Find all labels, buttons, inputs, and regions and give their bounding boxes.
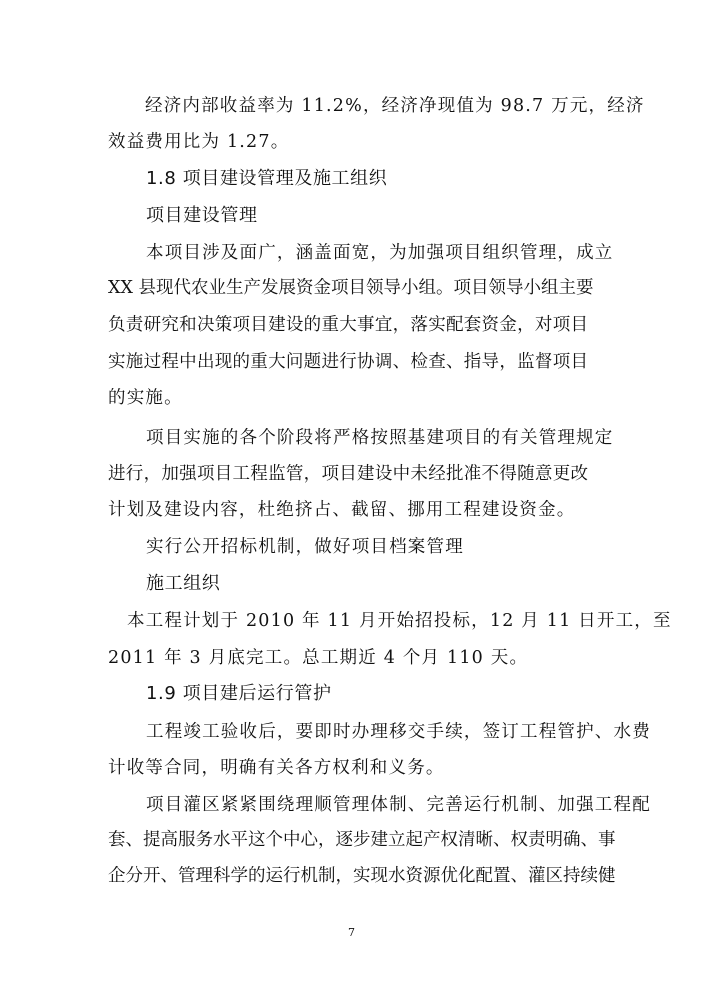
paragraph-line: 负责研究和决策项目建设的重大事宜，落实配套资金，对项目 xyxy=(108,315,588,335)
paragraph-line: XX 县现代农业生产发展资金项目领导小组。项目领导小组主要 xyxy=(108,278,594,298)
section-heading-1-9: 1.9 项目建后运行管护 xyxy=(146,683,332,704)
paragraph-line: 项目实施的各个阶段将严格按照基建项目的有关管理规定 xyxy=(146,428,614,448)
page-number: 7 xyxy=(348,926,355,939)
paragraph-line: 企分开、管理科学的运行机制，实现水资源优化配置、灌区持续健 xyxy=(108,866,616,886)
paragraph-line: 工程竣工验收后，要即时办理移交手续，签订工程管护、水费 xyxy=(146,722,651,742)
section-heading-1-8: 1.8 项目建设管理及施工组织 xyxy=(146,168,388,189)
paragraph-line: 进行，加强项目工程监管，项目建设中未经批准不得随意更改 xyxy=(108,464,588,484)
paragraph-line: 2011 年 3 月底完工。总工期近 4 个月 110 天。 xyxy=(108,648,529,668)
paragraph-line: 效益费用比为 1.27。 xyxy=(108,132,290,152)
paragraph-line: 实施过程中出现的重大问题进行协调、检查、指导，监督项目 xyxy=(108,352,588,372)
paragraph-line: 计收等合同，明确有关各方权利和义务。 xyxy=(108,758,445,778)
paragraph-line: 实行公开招标机制，做好项目档案管理 xyxy=(146,537,464,557)
subheading-construction-organization: 施工组织 xyxy=(146,573,221,594)
paragraph-line: 经济内部收益率为 11.2%，经济净现值为 98.7 万元，经济 xyxy=(145,96,645,116)
paragraph-line: 项目灌区紧紧围绕理顺管理体制、完善运行机制、加强工程配 xyxy=(146,795,651,815)
paragraph-line: 的实施。 xyxy=(108,388,183,408)
paragraph-line: 本工程计划于 2010 年 11 月开始招投标，12 月 11 日开工，至 xyxy=(127,611,672,631)
paragraph-line: 本项目涉及面广，涵盖面宽，为加强项目组织管理，成立 xyxy=(146,243,614,263)
paragraph-line: 计划及建设内容，杜绝挤占、截留、挪用工程建设资金。 xyxy=(108,500,576,520)
subheading-project-management: 项目建设管理 xyxy=(146,205,258,226)
paragraph-line: 套、提高服务水平这个中心，逐步建立起产权清晰、权责明确、事 xyxy=(108,830,616,850)
